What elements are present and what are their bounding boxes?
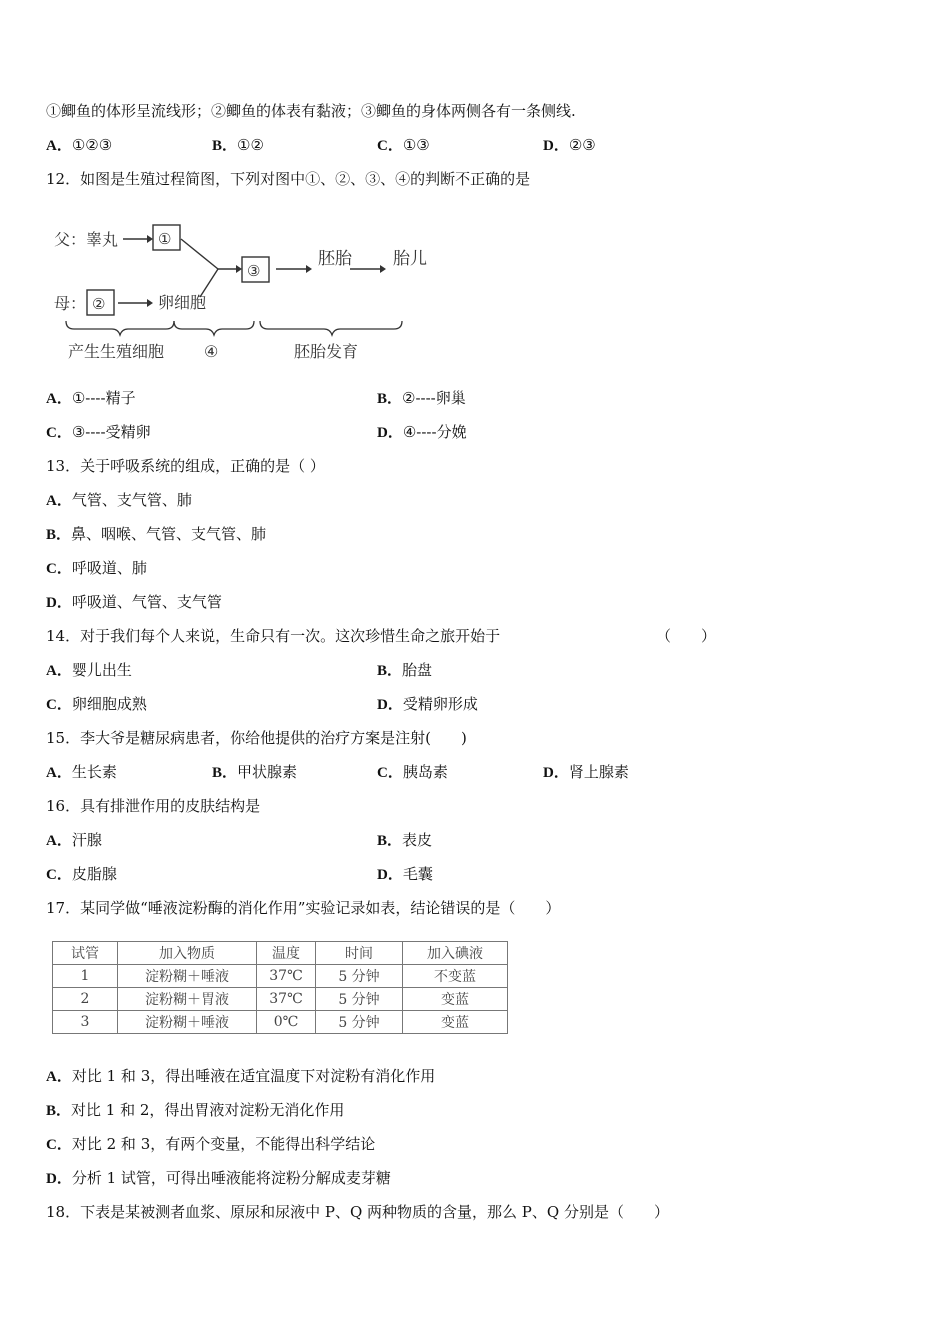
- brace-embryo-development: [260, 321, 402, 335]
- q14-option-a[interactable]: A．婴儿出生: [46, 661, 132, 679]
- question-17-stem: 17．某同学做“唾液淀粉酶的消化作用”实验记录如表，结论错误的是（ ）: [46, 899, 561, 917]
- embryo-label: 胚胎: [318, 249, 352, 269]
- box-3-label: ③: [247, 262, 261, 280]
- box-1-label: ①: [158, 230, 172, 248]
- table-cell: 淀粉糊＋唾液: [118, 1011, 257, 1034]
- table-cell: 3: [53, 1011, 118, 1034]
- q11-option-c[interactable]: C．①③: [377, 136, 430, 154]
- question-14-stem: 14．对于我们每个人来说，生命只有一次。这次珍惜生命之旅开始于: [46, 627, 501, 645]
- mother-label: 母：: [54, 294, 87, 313]
- q12-option-a[interactable]: A．①----精子: [46, 389, 136, 407]
- table-cell: 2: [53, 988, 118, 1011]
- q15-option-d[interactable]: D．肾上腺素: [543, 763, 629, 781]
- table-cell: 5 分钟: [316, 965, 403, 988]
- table-header-cell: 试管: [53, 942, 118, 965]
- q13-option-b[interactable]: B．鼻、咽喉、气管、支气管、肺: [46, 525, 267, 543]
- q17-option-a[interactable]: A．对比 1 和 3，得出唾液在适宜温度下对淀粉有消化作用: [46, 1067, 436, 1085]
- brace-embryo-development-label: 胚胎发育: [294, 342, 359, 361]
- table-cell: 变蓝: [403, 1011, 508, 1034]
- q14-answer-paren: （ ）: [656, 627, 717, 645]
- question-16-stem: 16．具有排泄作用的皮肤结构是: [46, 797, 261, 815]
- table-row: [53, 988, 508, 1011]
- question-12-stem: 12．如图是生殖过程简图，下列对图中①、②、③、④的判断不正确的是: [46, 170, 531, 188]
- table-cell: 5 分钟: [316, 1011, 403, 1034]
- q14-option-b[interactable]: B．胎盘: [377, 661, 433, 679]
- question-13-stem: 13．关于呼吸系统的组成，正确的是（ ）: [46, 457, 325, 475]
- q17-option-b[interactable]: B．对比 1 和 2，得出胃液对淀粉无消化作用: [46, 1101, 345, 1119]
- table-cell: 0℃: [257, 1011, 316, 1034]
- table-cell: 淀粉糊＋唾液: [118, 965, 257, 988]
- q16-option-a[interactable]: A．汗腺: [46, 831, 102, 849]
- table-cell: 不变蓝: [403, 965, 508, 988]
- table-cell: 5 分钟: [316, 988, 403, 1011]
- table-row: [53, 965, 508, 988]
- fetus-label: 胎儿: [393, 249, 427, 269]
- table-cell: 37℃: [257, 988, 316, 1011]
- q13-option-a[interactable]: A．气管、支气管、肺: [46, 491, 192, 509]
- table-cell: 变蓝: [403, 988, 508, 1011]
- line-egg-to-merge: [200, 269, 218, 297]
- q13-option-d[interactable]: D．呼吸道、气管、支气管: [46, 593, 222, 611]
- q15-option-a[interactable]: A．生长素: [46, 763, 117, 781]
- question-15-stem: 15．李大爷是糖尿病患者，你给他提供的治疗方案是注射( ): [46, 729, 467, 747]
- line-1-to-merge: [181, 239, 218, 269]
- table-header-cell: 加入碘液: [403, 942, 508, 965]
- table-header-row: [53, 942, 508, 965]
- q11-option-d[interactable]: D．②③: [543, 136, 596, 154]
- q14-option-c[interactable]: C．卵细胞成熟: [46, 695, 147, 713]
- box-2-label: ②: [92, 295, 106, 313]
- q15-option-b[interactable]: B．甲状腺素: [212, 763, 298, 781]
- q17-option-c[interactable]: C．对比 2 和 3，有两个变量，不能得出科学结论: [46, 1135, 376, 1153]
- experiment-table: [52, 941, 508, 1034]
- table-header-cell: 时间: [316, 942, 403, 965]
- egg-cell-label: 卵细胞: [158, 293, 207, 312]
- q16-option-d[interactable]: D．毛囊: [377, 865, 433, 883]
- question-11-stem-tail: ①鲫鱼的体形呈流线形；②鲫鱼的体表有黏液；③鲫鱼的身体两侧各有一条侧线.: [46, 102, 576, 120]
- brace-produce-cells-label: 产生生殖细胞: [68, 342, 165, 361]
- q13-option-c[interactable]: C．呼吸道、肺: [46, 559, 147, 577]
- q14-option-d[interactable]: D．受精卵形成: [377, 695, 478, 713]
- q11-option-b[interactable]: B．①②: [212, 136, 264, 154]
- reproduction-diagram: [50, 215, 430, 365]
- table-header-cell: 温度: [257, 942, 316, 965]
- q12-option-d[interactable]: D．④----分娩: [377, 423, 467, 441]
- question-18-stem: 18．下表是某被测者血浆、原尿和尿液中 P、Q 两种物质的含量，那么 P、Q 分别是（ ）: [46, 1203, 669, 1221]
- brace-produce-cells: [66, 321, 174, 335]
- q12-option-c[interactable]: C．③----受精卵: [46, 423, 151, 441]
- table-cell: 37℃: [257, 965, 316, 988]
- table-row: [53, 1011, 508, 1034]
- q16-option-c[interactable]: C．皮脂腺: [46, 865, 117, 883]
- table-cell: 淀粉糊＋胃液: [118, 988, 257, 1011]
- q16-option-b[interactable]: B．表皮: [377, 831, 433, 849]
- q12-option-b[interactable]: B．②----卵巢: [377, 389, 466, 407]
- table-cell: 1: [53, 965, 118, 988]
- table-header-cell: 加入物质: [118, 942, 257, 965]
- q17-option-d[interactable]: D．分析 1 试管，可得出唾液能将淀粉分解成麦芽糖: [46, 1169, 391, 1187]
- brace-4: [174, 321, 254, 335]
- q15-option-c[interactable]: C．胰岛素: [377, 763, 448, 781]
- father-label: 父：睾丸: [54, 230, 119, 249]
- q11-option-a[interactable]: A．①②③: [46, 136, 113, 154]
- brace-4-label: ④: [204, 342, 219, 361]
